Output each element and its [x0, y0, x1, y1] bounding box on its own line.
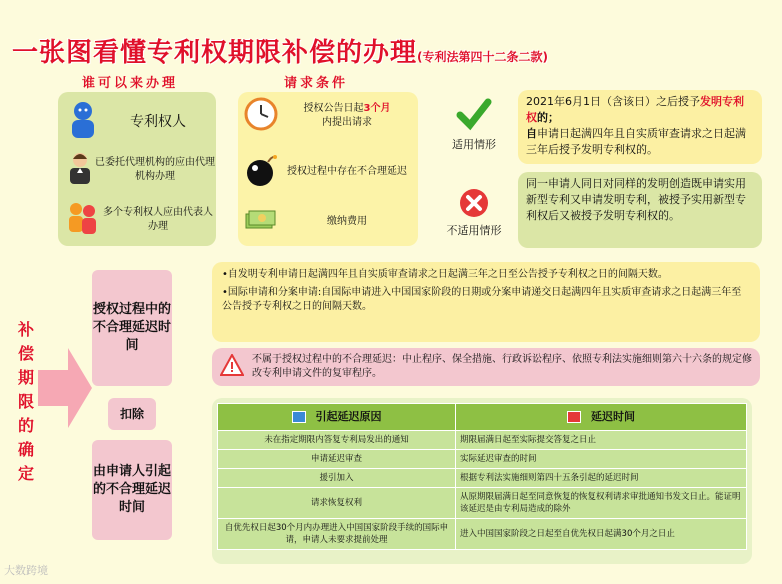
not-applicable-description: 同一申请人同日对同样的发明创造既申请实用新型专利又申请发明专利，被授予实用新型专利权后又被授予发明专利权的。 — [518, 172, 762, 248]
condition-item-delay — [244, 150, 416, 194]
table-row — [218, 469, 747, 488]
page-title: 一张图看懂专利权期限补偿的办理(专利法第四十二条二款) — [12, 38, 548, 68]
money-icon — [244, 206, 278, 238]
table-cell: 从原期限届满日起至同意恢复的恢复权利请求审批通知书发文日止。能证明该延迟是由专利局造成的除外 — [456, 488, 747, 519]
condition-item-fee — [244, 204, 416, 240]
who-item-group — [66, 198, 216, 242]
warning-note — [212, 348, 760, 386]
table-header-row — [218, 404, 747, 431]
table-header-time: 延迟时间 — [456, 404, 747, 431]
table-cell: 自优先权日起30个月内办理进入中国国家阶段手续的国际申请，申请人未要求提前处理 — [218, 519, 456, 550]
who-item-label: 专利权人 — [130, 114, 186, 130]
warning-icon — [220, 354, 244, 380]
title-suffix: (专利法第四十二条二款) — [417, 50, 548, 64]
conditions-heading: 请求条件 — [284, 76, 349, 91]
delay-table-panel — [212, 398, 752, 564]
table-cell: 请求恢复权利 — [218, 488, 456, 519]
who-item-label: 已委托代理机构的应由代理机构办理 — [95, 157, 215, 182]
who-item-label: 多个专利权人应由代表人办理 — [103, 207, 213, 232]
table-cell: 援引加入 — [218, 469, 456, 488]
watermark: 大数跨境 — [4, 564, 48, 577]
table-cell: 根据专利法实施细则第四十五条引起的延迟时间 — [456, 469, 747, 488]
delay-description — [212, 262, 760, 342]
clock-icon — [244, 97, 278, 135]
agent-person-icon — [66, 151, 94, 189]
green-check-icon — [456, 117, 492, 136]
applicant-delay-box: 由申请人引起的不合理延迟时间 — [92, 440, 172, 540]
applicable-description: 2021年6月1日（含该日）之后授予发明专利权的； 自申请日起满四年且自实质审查请求之日起满三年后授予发明专利权的。 — [518, 90, 762, 164]
side-label: 补偿期限的确定 — [17, 320, 34, 483]
red-x-icon — [459, 203, 489, 222]
book-icon — [567, 411, 581, 423]
table-cell: 进入中国国家阶段之日起至自优先权日起满30个月之日止 — [456, 519, 747, 550]
condition-item-deadline — [244, 96, 416, 136]
person-blue-icon — [66, 100, 100, 144]
table-header-cause: 引起延迟原因 — [218, 404, 456, 431]
table-row — [218, 488, 747, 519]
table-row — [218, 431, 747, 450]
warning-text: 不属于授权过程中的不合理延迟：中止程序、保全措施、行政诉讼程序、依照专利法实施细则第六十六条的规定修改专利申请文件的复审程序。 — [252, 354, 752, 379]
who-item-patentee — [66, 100, 216, 144]
table-row — [218, 450, 747, 469]
table-row — [218, 519, 747, 550]
delay-description-item: •国际申请和分案申请:自国际申请进入中国国家阶段的日期或分案申请递交日起满四年且实质审查请求之日起满三年至公告授予专利权之日的间隔天数。 — [222, 287, 742, 312]
delay-description-item: •自发明专利申请日起满四年且自实质审查请求之日起满三年之日至公告授予专利权之日的间隔天数。 — [222, 269, 668, 280]
group-people-icon — [66, 200, 100, 240]
deduct-box: 扣除 — [108, 398, 156, 430]
condition-label: 缴纳费用 — [327, 216, 367, 227]
table-cell: 未在指定期限内答复专利局发出的通知 — [218, 431, 456, 450]
book-icon — [292, 411, 306, 423]
applicable-label: 适用情形 — [452, 138, 496, 151]
table-cell: 期限届满日起至实际提交答复之日止 — [456, 431, 747, 450]
not-applicable-case — [436, 188, 512, 238]
delay-table — [217, 403, 747, 550]
who-item-agent — [66, 150, 216, 190]
table-cell: 申请延迟审查 — [218, 450, 456, 469]
not-applicable-label: 不适用情形 — [446, 224, 502, 237]
delay-box: 授权过程中的不合理延迟时间 — [92, 270, 172, 386]
condition-label: 授权公告日起3个月 内提出请求 — [303, 103, 391, 128]
table-cell: 实际延迟审查的时间 — [456, 450, 747, 469]
applicable-case — [446, 96, 502, 152]
right-arrow-icon — [38, 348, 92, 428]
bomb-icon — [244, 152, 278, 192]
condition-label: 授权过程中存在不合理延迟 — [287, 166, 407, 177]
who-heading: 谁可以来办理 — [82, 76, 179, 91]
